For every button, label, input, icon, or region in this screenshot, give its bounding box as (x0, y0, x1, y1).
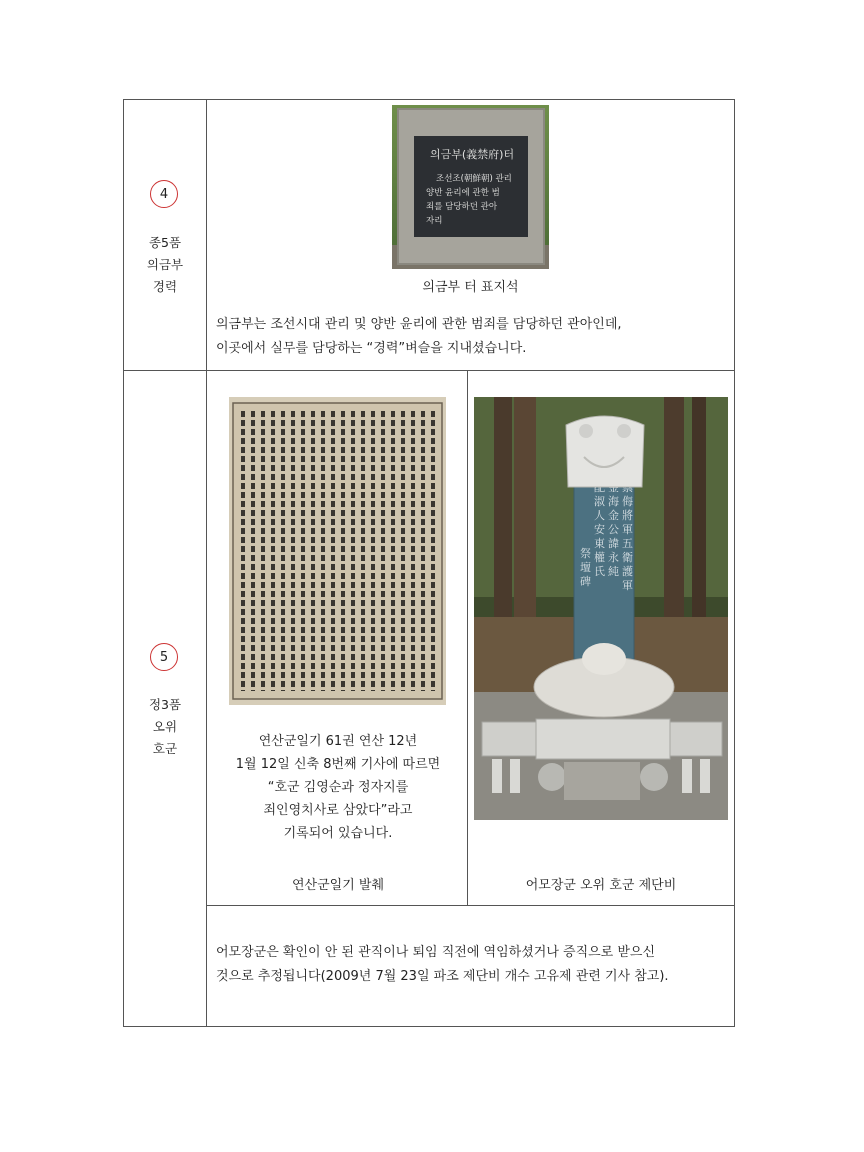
stele-inscription-col: 侮將軍五衛護軍 (622, 495, 633, 592)
yeonsangun-ilgi-page-photo (229, 397, 446, 705)
rank-office: 오위 (152, 719, 178, 734)
plaque-line: 양반 윤리에 관한 범 (426, 188, 500, 198)
inner-row-divider (206, 905, 735, 906)
uigeumbu-stone-marker-photo (392, 105, 549, 269)
row-number-badge (150, 643, 178, 671)
right-cell-caption: 어모장군 오위 호군 제단비 (525, 878, 677, 893)
rank-label (124, 232, 206, 298)
row-description (216, 313, 622, 361)
description-line: 어모장군은 확인이 안 된 관직이나 퇴임 직전에 역임하셨거나 증직으로 받으신 (216, 945, 656, 960)
note-line: 1월 12일 신축 8번째 기사에 따르면 (235, 757, 441, 772)
note-line: “호군 김영순과 정자지를 (267, 780, 409, 795)
row-number: 4 (159, 186, 169, 202)
annals-page-image (229, 397, 446, 705)
inner-cell-divider (467, 370, 468, 905)
rank-label (124, 694, 206, 760)
row-number-badge (150, 180, 178, 208)
stele-inscription-col: 海金公諱永純 (608, 495, 619, 578)
memorial-stele-photo (474, 397, 728, 820)
note-line: 연산군일기 61권 연산 12년 (258, 734, 418, 749)
row-description (216, 941, 669, 989)
stele-inscription-col: 淑人安東權氏 (594, 495, 605, 578)
table-right-border (734, 99, 735, 1027)
note-line: 죄인영치사로 삼았다”라고 (263, 803, 413, 818)
table-row-divider (123, 370, 735, 371)
description-line: 이곳에서 실무를 담당하는 “경력”벼슬을 지내셨습니다. (216, 341, 527, 356)
left-cell-caption: 연산군일기 발췌 (291, 878, 385, 893)
plaque-line: 죄를 담당하던 관아 (426, 202, 498, 212)
rank-title: 호군 (152, 741, 178, 756)
table-top-border (123, 99, 735, 100)
plaque-line: 조선조(朝鮮朝) 관리 (436, 174, 512, 184)
plaque-line: 자리 (426, 216, 443, 226)
table-column-divider (206, 99, 207, 1027)
image-caption: 의금부 터 표지석 (422, 280, 519, 295)
description-line: 의금부는 조선시대 관리 및 양반 윤리에 관한 범죄를 담당하던 관아인데, (216, 317, 622, 332)
plaque-title: 의금부(義禁府)터 (430, 148, 515, 161)
rank-office: 의금부 (146, 257, 184, 272)
rank-grade: 종5품 (148, 235, 182, 250)
stone-marker-image (392, 105, 549, 269)
stele-inscription-col: 祭壇碑 (580, 547, 591, 588)
rank-grade: 정3품 (148, 697, 182, 712)
stele-image (474, 397, 728, 820)
rank-title: 경력 (152, 279, 178, 294)
description-line: 것으로 추정됩니다(2009년 7월 23일 파조 제단비 개수 고유제 관련 기사 참고). (216, 969, 669, 984)
note-line: 기록되어 있습니다. (283, 826, 393, 841)
annals-note (210, 730, 466, 845)
row-number: 5 (159, 649, 169, 665)
table-bottom-border (123, 1026, 735, 1027)
